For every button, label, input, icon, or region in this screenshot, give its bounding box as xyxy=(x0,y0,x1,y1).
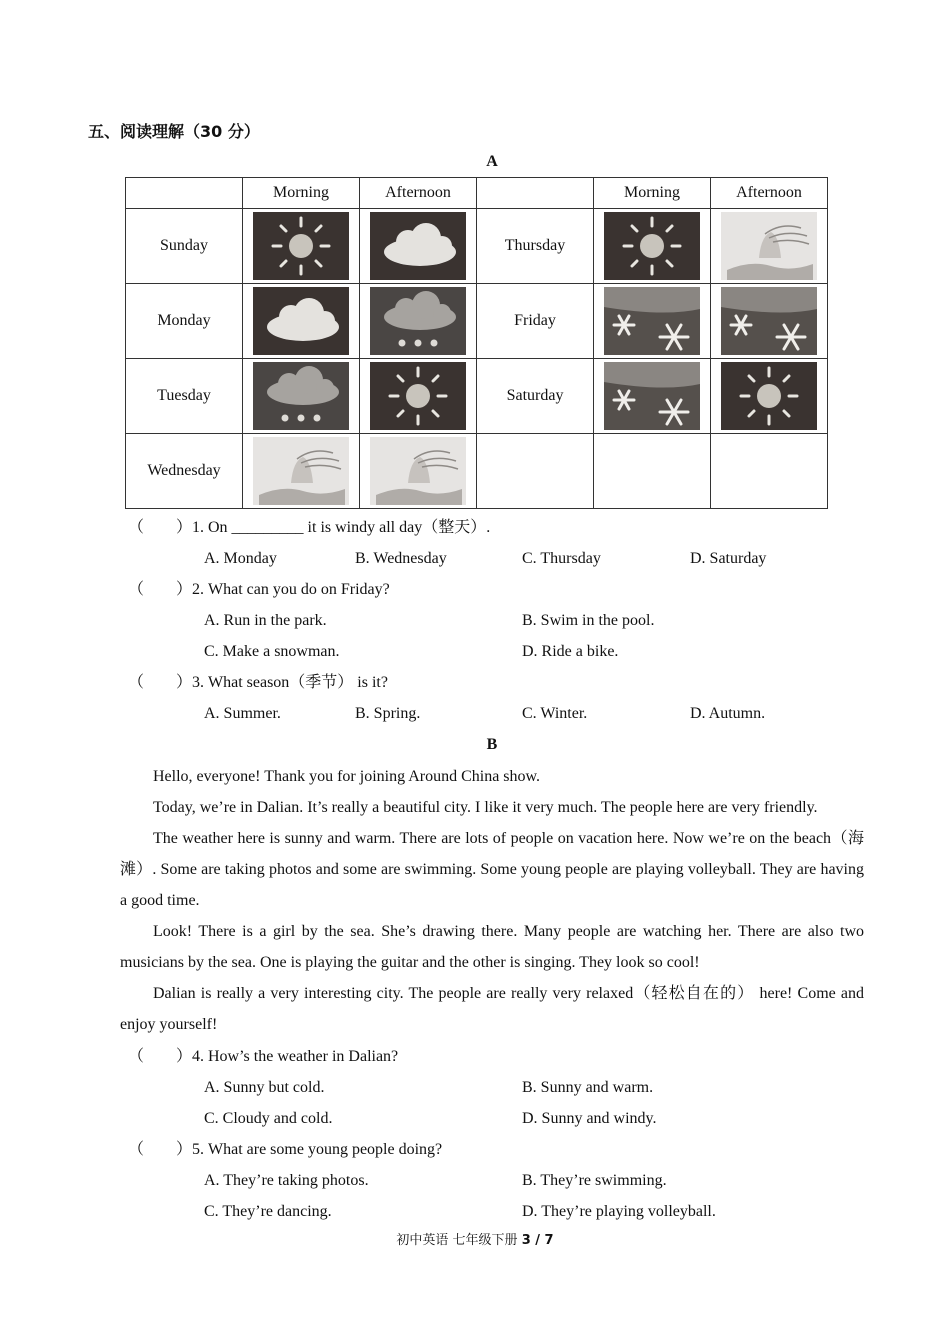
rainy-icon xyxy=(370,287,466,355)
cloudy-icon xyxy=(253,287,349,355)
passage-paragraph: Dalian is really a very interesting city. The people are really very relaxed（轻松自在的） here! Come and enjoy yourself! xyxy=(120,985,864,1033)
sunny-icon xyxy=(721,362,817,430)
table-row xyxy=(126,209,828,284)
option-4d[interactable]: D. Sunny and windy. xyxy=(522,1110,657,1127)
windy-icon xyxy=(370,437,466,505)
passage-paragraph: Today, we’re in Dalian. It’s really a beautiful city. I like it very much. The people here are very friendly. xyxy=(153,799,818,816)
section-title: 五、阅读理解（30 分） xyxy=(88,122,260,141)
day-cell: Wednesday xyxy=(126,434,243,509)
cloudy-icon xyxy=(370,212,466,280)
header-cell xyxy=(126,178,243,209)
passage xyxy=(120,761,864,1040)
passage-paragraph: The weather here is sunny and warm. There are lots of people on vacation here. Now we’re on the beach（海滩）. Some are taking photos and some are swimming. Some young people are playing volleyball. They are having a good time. xyxy=(120,830,864,909)
table-header-row xyxy=(126,178,828,209)
header-cell: Afternoon xyxy=(711,178,828,209)
option-3d[interactable]: D. Autumn. xyxy=(690,705,766,722)
snowy-icon xyxy=(604,362,700,430)
header-cell: Morning xyxy=(243,178,360,209)
option-2a[interactable]: A. Run in the park. xyxy=(204,612,327,629)
option-4b[interactable]: B. Sunny and warm. xyxy=(522,1079,654,1096)
page-number: 3 / 7 xyxy=(521,1233,554,1248)
weather-table xyxy=(125,177,828,509)
header-cell: Afternoon xyxy=(360,178,477,209)
day-cell: Friday xyxy=(477,284,594,359)
sunny-icon xyxy=(370,362,466,430)
question-3: （ ）3. What season（季节） is it? xyxy=(128,674,388,691)
table-row xyxy=(126,359,828,434)
option-1c[interactable]: C. Thursday xyxy=(522,550,601,567)
option-4a[interactable]: A. Sunny but cold. xyxy=(204,1079,325,1096)
windy-icon xyxy=(253,437,349,505)
option-5b[interactable]: B. They’re swimming. xyxy=(522,1172,667,1189)
option-3c[interactable]: C. Winter. xyxy=(522,705,588,722)
day-cell: Sunday xyxy=(126,209,243,284)
rainy-icon xyxy=(253,362,349,430)
snowy-icon xyxy=(721,287,817,355)
question-2: （ ）2. What can you do on Friday? xyxy=(128,581,390,598)
option-1b[interactable]: B. Wednesday xyxy=(355,550,447,567)
sunny-icon xyxy=(253,212,349,280)
passage-paragraph: Hello, everyone! Thank you for joining Around China show. xyxy=(153,768,541,785)
day-cell: Thursday xyxy=(477,209,594,284)
option-2b[interactable]: B. Swim in the pool. xyxy=(522,612,655,629)
option-3b[interactable]: B. Spring. xyxy=(355,705,421,722)
table-row xyxy=(126,284,828,359)
empty-cell xyxy=(711,434,828,509)
option-3a[interactable]: A. Summer. xyxy=(204,705,281,722)
empty-cell xyxy=(594,434,711,509)
header-cell: Morning xyxy=(594,178,711,209)
option-1a[interactable]: A. Monday xyxy=(204,550,277,567)
day-cell: Tuesday xyxy=(126,359,243,434)
option-5c[interactable]: C. They’re dancing. xyxy=(204,1203,332,1220)
empty-cell xyxy=(477,434,594,509)
snowy-icon xyxy=(604,287,700,355)
question-4: （ ）4. How’s the weather in Dalian? xyxy=(128,1048,399,1065)
day-cell: Saturday xyxy=(477,359,594,434)
question-5: （ ）5. What are some young people doing? xyxy=(128,1141,443,1158)
option-1d[interactable]: D. Saturday xyxy=(690,550,767,567)
page-footer xyxy=(0,1229,950,1248)
option-2c[interactable]: C. Make a snowman. xyxy=(204,643,340,660)
option-2d[interactable]: D. Ride a bike. xyxy=(522,643,619,660)
question-1: （ ）1. On _________ it is windy all day（整天）. xyxy=(128,519,491,536)
option-5d[interactable]: D. They’re playing volleyball. xyxy=(522,1203,716,1220)
day-cell: Monday xyxy=(126,284,243,359)
table-row xyxy=(126,434,828,509)
part-b-label: B xyxy=(486,736,498,753)
footer-text: 初中英语 七年级下册 xyxy=(396,1233,522,1248)
option-4c[interactable]: C. Cloudy and cold. xyxy=(204,1110,333,1127)
part-a-label: A xyxy=(486,153,498,170)
passage-paragraph: Look! There is a girl by the sea. She’s drawing there. Many people are watching her. There are also two musicians by the sea. One is playing the guitar and the other is singing. They look so cool! xyxy=(120,923,864,971)
header-cell xyxy=(477,178,594,209)
option-5a[interactable]: A. They’re taking photos. xyxy=(204,1172,369,1189)
windy-icon xyxy=(721,212,817,280)
sunny-icon xyxy=(604,212,700,280)
